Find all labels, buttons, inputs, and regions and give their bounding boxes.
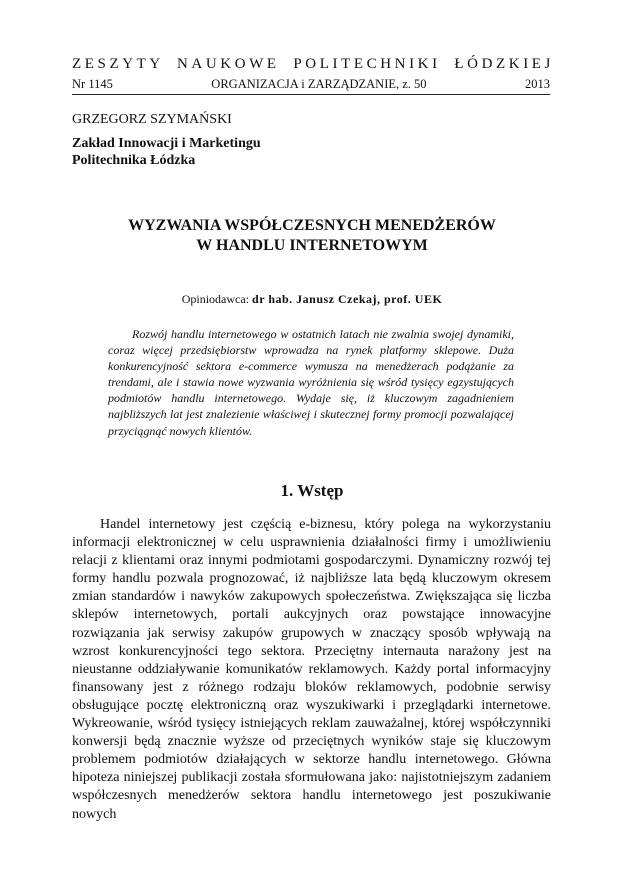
section-heading: 1. Wstęp — [280, 481, 344, 500]
reviewer — [72, 292, 552, 307]
reviewer-name: dr hab. Janusz Czekaj, prof. UEK — [252, 292, 443, 306]
journal-title: ZESZYTY NAUKOWE POLITECHNIKI ŁÓDZKIEJ — [72, 56, 554, 72]
paper-title — [72, 216, 552, 256]
body-paragraph: Handel internetowy jest częścią e-biznesu, który polega na wykorzystaniu informacji elektronicznej w celu usprawnienia działalności firmy i umożliwieniu relacji z klientami oraz innymi podmiotami gospodarczymi. Dynamiczny rozwój tej formy handlu pozwala prognozować, iż najbliższe lata będą kluczowym okresem zmian standardów i nawyków zakupowych społeczeństwa. Zwiększająca się liczba sklepów internetowych, portali aukcyjnych oraz powstające innowacyjne rozwiązania jak serwisy zakupów grupowych w znaczący sposób wpływają na wzrost konkurencyjności tego sektora. Przeciętny internauta narażony jest na nieustanne oddziaływanie komunikatów reklamowych. Każdy portal informacyjny finansowany jest z różnego rodzaju bloków reklamowych, podobnie serwisy obsługujące pocztę elektroniczną oraz wyszukiwarki i przeglądarki internetowe. Wykreowanie, wśród tysięcy istniejących reklam zauważalnej, której współczynniki konwersji będą znacznie wyższe od przeciętnych wyników staje się kluczowym problemem podmiotów działających w sektorze handlu internetowego. Główna hipoteza niniejszej publikacji została sformułowana jako: najistotniejszym zadaniem współczesnych menedżerów sektora handlu internetowego jest poszukiwanie nowych — [72, 517, 551, 822]
series-name: ORGANIZACJA i ZARZĄDZANIE, z. 50 — [211, 77, 427, 91]
abstract: Rozwój handlu internetowego w ostatnich latach nie zwalnia swojej dynamiki, coraz więcej przedsiębiorstw wprowadza na rynek platformy sklepowe. Duża konkurencyjność sektora e-commerce wymusza na menedżerach podążanie za trendami, ale i stawia nowe wyzwania wyróżnienia się wśród tysięcy egzystujących podmiotów handlu internetowego. Wydaje się, iż kluczowym zagadnieniem najbliższych lat jest znalezienie właściwej i skutecznej formy promocji pozwalającej przyciągnąć nowych klientów. — [108, 327, 514, 438]
author-affiliation — [72, 135, 261, 169]
issue-number: Nr 1145 — [72, 77, 113, 91]
publication-year: 2013 — [525, 77, 550, 91]
university: Politechnika Łódzka — [72, 153, 196, 168]
author-name: GRZEGORZ SZYMAŃSKI — [72, 112, 232, 127]
department: Zakład Innowacji i Marketingu — [72, 136, 261, 151]
title-line-2: W HANDLU INTERNETOWYM — [196, 237, 428, 254]
title-line-1: WYZWANIA WSPÓŁCZESNYCH MENEDŻERÓW — [128, 217, 496, 234]
reviewer-label: Opiniodawca: — [181, 292, 253, 306]
journal-meta — [72, 77, 550, 95]
